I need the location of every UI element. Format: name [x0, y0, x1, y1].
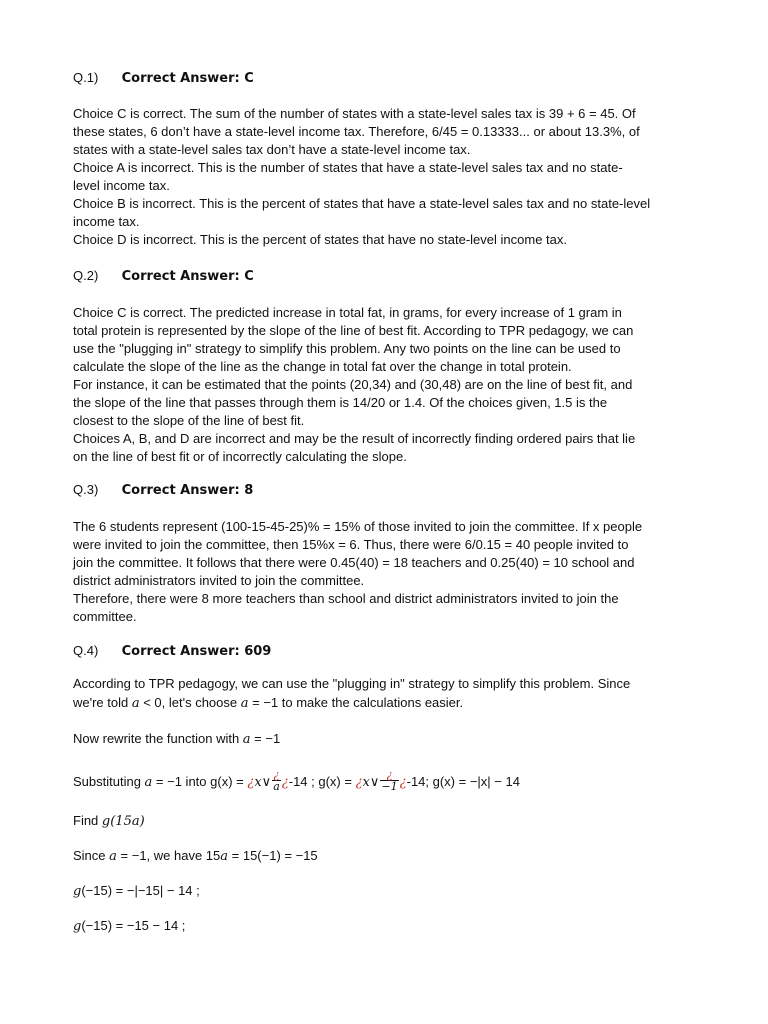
q2-line: use the "plugging in" strategy to simplify this problem. Any two points on the line can be used to — [73, 341, 621, 356]
q4-eval-line-2 — [73, 917, 185, 936]
q3-line: district administrators invited to join the committee. — [73, 573, 365, 588]
q4-text: (−15) = −|−15| − 14 ; — [81, 883, 200, 898]
q4-text: (−15) = −15 − 14 ; — [81, 918, 186, 933]
question-1-number: Q.1) — [73, 70, 99, 85]
fraction-over-a — [272, 769, 281, 792]
q3-line: committee. — [73, 609, 137, 624]
q2-line: Choices A, B, and D are incorrect and may be the result of incorrectly finding ordered pairs that lie — [73, 431, 636, 446]
q4-text: = −1 into g(x) = — [152, 773, 248, 789]
q3-line: join the committee. It follows that there were 0.45(40) = 18 teachers and 0.25(40) = 10 school and — [73, 555, 635, 570]
question-2-explanation — [73, 304, 698, 466]
question-1-answer: Correct Answer: C — [121, 71, 254, 86]
q1-line: these states, 6 don’t have a state-level income tax. Therefore, 6/45 = 0.13333... or about 13.3%, of — [73, 124, 640, 139]
question-4-answer: Correct Answer: 609 — [121, 644, 272, 659]
q4-text: = −1 — [250, 731, 281, 746]
q3-line: Therefore, there were 8 more teachers than school and district administrators invited to join the — [73, 591, 619, 606]
q1-line: Choice A is incorrect. This is the number of states that have a state-level sales tax and no state- — [73, 160, 623, 175]
q2-line: total protein is represented by the slope of the line of best fit. According to TPR pedagogy, we can — [73, 323, 634, 338]
q4-text: Substituting — [73, 773, 145, 789]
fraction-denominator: a — [273, 780, 280, 793]
q1-line: level income tax. — [73, 178, 170, 193]
math-var: a — [242, 732, 251, 747]
q2-line: Choice C is correct. The predicted increase in total fat, in grams, for every increase of 1 gram in — [73, 305, 622, 320]
garbled-glyph: ¿ — [399, 774, 407, 790]
q4-text: Since — [73, 848, 110, 863]
question-1-explanation — [73, 105, 698, 249]
q4-text: = −1 to make the calculations easier. — [248, 695, 464, 710]
question-2-answer: Correct Answer: C — [121, 269, 254, 284]
question-4-header — [73, 643, 271, 659]
math-expr: g(15a) — [101, 814, 145, 829]
garbled-glyph: ¿ — [247, 774, 255, 790]
q1-line: Choice B is incorrect. This is the percent of states that have a state-level sales tax and no state-level — [73, 196, 651, 211]
fraction-numerator: ¿ — [386, 768, 393, 781]
q3-line: The 6 students represent (100-15-45-25)% = 15% of those invited to join the committee. If x people — [73, 519, 643, 534]
fraction-denominator: −1 — [381, 780, 398, 793]
q4-text: -14; g(x) = −|x| − 14 — [406, 773, 520, 789]
q2-line: closest to the slope of the line of best fit. — [73, 413, 305, 428]
question-3-number: Q.3) — [73, 482, 99, 497]
question-1-header — [73, 70, 254, 86]
garbled-glyph: ¿ — [281, 774, 289, 790]
q2-line: the slope of the line that passes through them is 14/20 or 1.4. Of the choices given, 1.5 is the — [73, 395, 608, 410]
question-3-answer: Correct Answer: 8 — [121, 483, 254, 498]
math-expr: x∨ — [254, 774, 272, 790]
q2-line: calculate the slope of the line as the change in total fat over the change in total protein. — [73, 359, 572, 374]
q4-text: = 15(−1) = −15 — [228, 848, 318, 863]
q2-line: on the line of best fit or of incorrectly calculating the slope. — [73, 449, 407, 464]
fraction-numerator: ¿ — [273, 768, 280, 781]
q1-line: Choice C is correct. The sum of the number of states with a state-level sales tax is 39 + 6 = 45. Of — [73, 106, 636, 121]
math-var: a — [220, 849, 229, 864]
question-3-explanation — [73, 518, 698, 626]
q4-intro-line-1: According to TPR pedagogy, we can use the "plugging in" strategy to simplify this problem. Since — [73, 676, 631, 691]
q4-text: -14 ; g(x) = — [288, 773, 356, 789]
q1-line: states with a state-level sales tax don’t have a state-level income tax. — [73, 142, 471, 157]
math-var: a — [144, 774, 153, 790]
question-4-number: Q.4) — [73, 643, 99, 658]
q4-text: < 0, let's choose — [139, 695, 241, 710]
q4-find-line — [73, 812, 145, 831]
q4-since-line — [73, 847, 318, 866]
q2-line: For instance, it can be estimated that the points (20,34) and (30,48) are on the line of best fit, and — [73, 377, 633, 392]
math-var: a — [240, 696, 249, 711]
q4-text: Find — [73, 813, 102, 828]
q4-text: we're told — [73, 695, 132, 710]
question-2-number: Q.2) — [73, 268, 99, 283]
q3-line: were invited to join the committee, then 15%x = 6. Thus, there were 6/0.15 = 40 people invited to — [73, 537, 629, 552]
q4-substitution-line — [73, 768, 520, 794]
question-2-header — [73, 268, 254, 284]
q4-rewrite-line — [73, 730, 280, 749]
question-3-header — [73, 482, 253, 498]
q1-line: Choice D is incorrect. This is the percent of states that have no state-level income tax. — [73, 232, 567, 247]
math-var: a — [131, 696, 140, 711]
q4-intro-line-2 — [73, 694, 463, 713]
q4-text: Now rewrite the function with — [73, 731, 243, 746]
fraction-over-minus-one — [380, 769, 398, 792]
math-expr: x∨ — [362, 774, 380, 790]
q4-text: = −1, we have 15 — [116, 848, 221, 863]
math-var: g — [73, 919, 82, 934]
math-var: g — [73, 884, 82, 899]
q1-line: income tax. — [73, 214, 140, 229]
q4-eval-line-1 — [73, 882, 200, 901]
garbled-glyph: ¿ — [355, 774, 363, 790]
math-var: a — [109, 849, 117, 864]
